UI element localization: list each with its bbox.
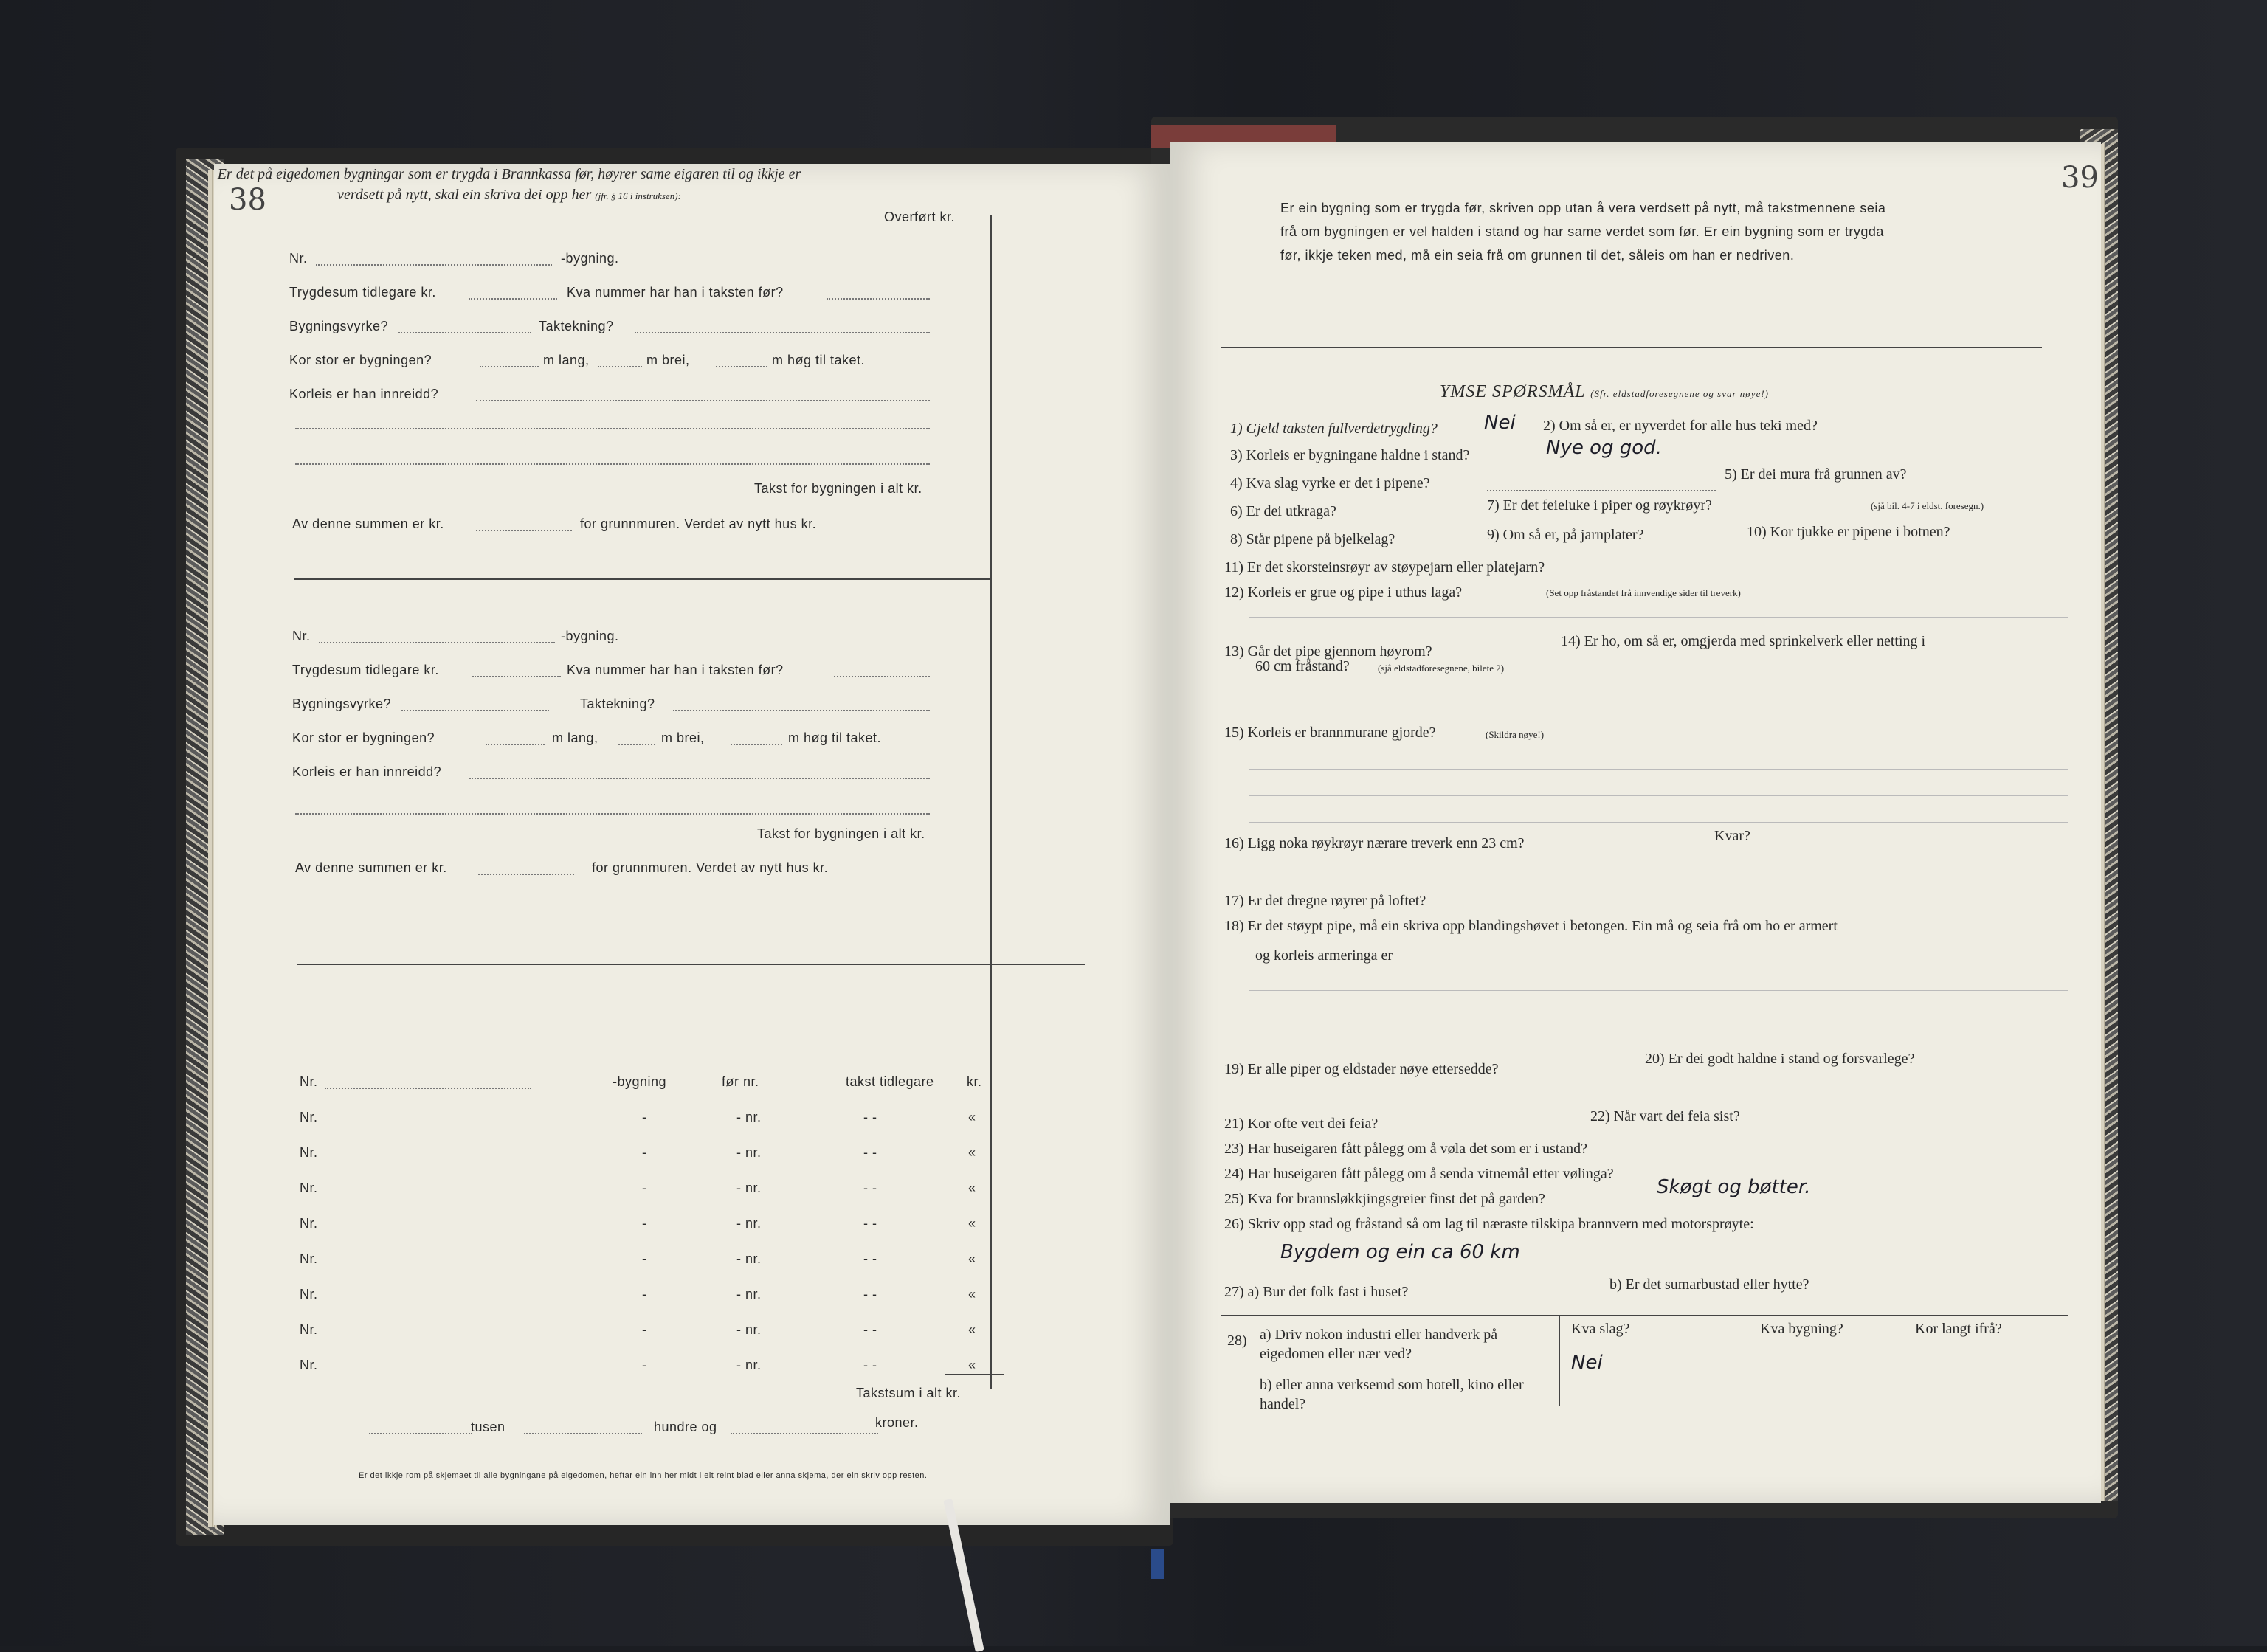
lengde-field[interactable]: [480, 366, 539, 367]
q28-table-top: [1221, 1315, 2068, 1316]
question-14: 14) Er ho, om så er, omgjerda med sprinkelverk eller netting i: [1561, 633, 1926, 649]
row-ditto: «: [968, 1251, 976, 1266]
verdet-label: for grunnmuren. Verdet av nytt hus kr.: [580, 516, 817, 531]
row-dash: -: [642, 1287, 647, 1302]
table-row: [300, 1251, 318, 1267]
answer-28: Nei: [1571, 1352, 1603, 1374]
m-hog-label: m høg til taket.: [772, 353, 866, 367]
m-lang-label: m lang,: [543, 353, 590, 367]
table-row: [300, 1216, 318, 1231]
row-for-nr: - nr.: [736, 1322, 762, 1337]
question-18b: og korleis armeringa er: [1255, 947, 1393, 964]
row-ditto: «: [968, 1358, 976, 1372]
instruction-ref: (jfr. § 16 i instruksen):: [595, 190, 681, 201]
intro-line-3: før, ikkje teken med, må ein seia frå om grunnen til det, såleis om han er nedriven.: [1280, 248, 1795, 263]
m-hog-label: m høg til taket.: [788, 730, 882, 745]
korleis-field-3[interactable]: [295, 463, 930, 465]
bygningsvyrke-label: Bygningsvyrke?: [292, 697, 392, 711]
m-brei-label: m brei,: [661, 730, 705, 745]
block-divider-2: [297, 964, 1085, 965]
table-row: [300, 1358, 318, 1373]
question-16-kvar: Kvar?: [1714, 828, 1750, 844]
m-brei-label: m brei,: [646, 353, 690, 367]
nr-label: Nr.: [292, 629, 311, 643]
page-number: 38: [229, 183, 266, 217]
row-dash: -: [642, 1216, 647, 1231]
tusen-field[interactable]: [369, 1433, 472, 1434]
note-12: (Set opp fråstandet frå innvendige sider til treverk): [1546, 587, 1741, 598]
question-4: 4) Kva slag vyrke er det i pipene?: [1230, 475, 1430, 491]
row-dash2: - -: [863, 1216, 877, 1231]
row-dash2: - -: [863, 1251, 877, 1266]
section-divider: [1221, 347, 2042, 348]
row-dash: -: [642, 1145, 647, 1160]
m-lang-label: m lang,: [552, 730, 598, 745]
row-nr: Nr.: [300, 1145, 318, 1160]
note-15: (Skildra nøye!): [1486, 729, 1545, 740]
tusen-label: tusen: [471, 1420, 505, 1434]
table-row: [300, 1322, 318, 1338]
question-7: 7) Er det feieluke i piper og røykrøyr?: [1487, 497, 1712, 514]
column-kor-langt: Kor langt ifrå?: [1915, 1321, 2002, 1337]
question-10: 10) Kor tjukke er pipene i botnen?: [1747, 524, 1950, 540]
question-2: 2) Om så er, er nyverdet for alle hus teki med?: [1543, 418, 1818, 434]
question-19: 19) Er alle piper og eldstader nøye ettersedde?: [1224, 1061, 1499, 1077]
takst-label: Takst for bygningen i alt kr.: [754, 481, 922, 496]
breidd-field[interactable]: [618, 744, 655, 745]
hundre-field[interactable]: [524, 1433, 642, 1434]
question-28b: b) eller anna verksemd som hotell, kino eller handel?: [1260, 1377, 1524, 1412]
trygdesum-label: Trygdesum tidlegare kr.: [292, 663, 439, 677]
row-dash2: - -: [863, 1110, 877, 1124]
row-dash: -: [642, 1251, 647, 1266]
row-ditto: «: [968, 1287, 976, 1302]
question-14b: 60 cm fråstand?: [1255, 658, 1350, 674]
question-21: 21) Kor ofte vert dei feia?: [1224, 1116, 1379, 1132]
question-26: 26) Skriv opp stad og fråstand så om lag til næraste tilskipa brannvern med motorsprøyte:: [1224, 1216, 1754, 1232]
question-6: 6) Er dei utkraga?: [1230, 503, 1336, 519]
row-dash: -: [642, 1110, 647, 1124]
question-1: 1) Gjeld taksten fullverdetrygding?: [1230, 421, 1438, 437]
overfort-label: Overført kr.: [884, 210, 955, 224]
question-8: 8) Står pipene på bjelkelag?: [1230, 531, 1395, 547]
bygningsvyrke-field[interactable]: [401, 710, 549, 711]
question-23: 23) Har huseigaren fått pålegg om å vøla det som er i ustand?: [1224, 1141, 1588, 1157]
table-row: [300, 1181, 318, 1196]
left-page: [214, 164, 1170, 1525]
instruction-text: [214, 164, 804, 207]
av-denne-label: Av denne summen er kr.: [295, 860, 447, 875]
trygdesum-field[interactable]: [472, 676, 561, 677]
row-dash: -: [642, 1181, 647, 1195]
row-for-nr: - nr.: [736, 1358, 762, 1372]
question-16: 16) Ligg noka røykrøyr nærare treverk enn 23 cm?: [1224, 835, 1525, 851]
question-11: 11) Er det skorsteinsrøyr av støypejarn eller platejarn?: [1224, 559, 1545, 576]
page-number: 39: [2061, 161, 2099, 195]
answer-25: Skøgt og bøtter.: [1657, 1176, 1811, 1198]
question-24: 24) Har huseigaren fått pålegg om å senda vitnemål etter vølinga?: [1224, 1166, 1614, 1182]
bygning-label: -bygning.: [561, 251, 619, 266]
blue-tab: [1151, 1549, 1164, 1579]
korleis-label: Korleis er han innreidd?: [292, 764, 442, 779]
bygning-label: -bygning.: [561, 629, 619, 643]
taktekning-label: Taktekning?: [539, 319, 614, 333]
question-5: 5) Er dei mura frå grunnen av?: [1725, 466, 1907, 483]
korleis-field[interactable]: [469, 778, 930, 779]
korleis-field[interactable]: [476, 400, 930, 401]
nr-field[interactable]: [316, 264, 552, 266]
kor-stor-label: Kor stor er bygningen?: [292, 730, 435, 745]
question-28-number: 28): [1227, 1333, 1247, 1349]
row-nr: Nr.: [300, 1322, 318, 1337]
header-kr: kr.: [967, 1074, 982, 1089]
row-for-nr: - nr.: [736, 1181, 762, 1195]
kva-nummer-field[interactable]: [827, 298, 930, 300]
breidd-field[interactable]: [598, 366, 642, 367]
av-denne-label: Av denne summen er kr.: [292, 516, 444, 531]
row-nr: Nr.: [300, 1287, 318, 1302]
question-25: 25) Kva for brannsløkkjingsgreier finst det på garden?: [1224, 1191, 1545, 1207]
kva-nummer-label: Kva nummer har han i taksten før?: [567, 663, 784, 677]
intro-line-2: frå om bygningen er vel halden i stand og har same verdet som før. Er ein bygning som er trygda: [1280, 224, 1884, 239]
korleis-label: Korleis er han innreidd?: [289, 387, 439, 401]
row-nr: Nr.: [300, 1181, 318, 1195]
q28-col-divider-1: [1559, 1315, 1560, 1406]
section-heading: [1440, 382, 1769, 402]
takst-label: Takst for bygningen i alt kr.: [757, 826, 925, 841]
answer-15-line-1: [1249, 769, 2068, 770]
answer-1: Nei: [1484, 412, 1516, 434]
takstsum-label: Takstsum i alt kr.: [856, 1386, 962, 1400]
hogd-field[interactable]: [731, 744, 782, 745]
question-13: 13) Går det pipe gjennom høyrom?: [1224, 643, 1432, 660]
row-for-nr: - nr.: [736, 1110, 762, 1124]
row-ditto: «: [968, 1145, 976, 1160]
row-for-nr: - nr.: [736, 1216, 762, 1231]
grunnmur-field[interactable]: [476, 530, 572, 531]
answer-26: Bygdem og ein ca 60 km: [1280, 1241, 1520, 1263]
row-for-nr: - nr.: [736, 1251, 762, 1266]
question-27b: b) Er det sumarbustad eller hytte?: [1609, 1276, 1809, 1293]
kva-nummer-label: Kva nummer har han i taksten før?: [567, 285, 784, 300]
kroner-field[interactable]: [731, 1433, 878, 1434]
table-row: [300, 1110, 318, 1125]
header-for-nr: før nr.: [722, 1074, 759, 1089]
row-for-nr: - nr.: [736, 1145, 762, 1160]
question-12: 12) Korleis er grue og pipe i uthus laga?: [1224, 584, 1463, 601]
answer-15-line-2: [1249, 795, 2068, 796]
nr-label: Nr.: [289, 251, 308, 266]
column-kva-slag: Kva slag?: [1571, 1321, 1630, 1337]
taktekning-field[interactable]: [635, 332, 930, 333]
bygningsvyrke-label: Bygningsvyrke?: [289, 319, 389, 333]
section-title: YMSE SPØRSMÅL: [1440, 382, 1586, 401]
column-kva-bygning: Kva bygning?: [1760, 1321, 1843, 1337]
kva-nummer-field[interactable]: [834, 676, 930, 677]
question-20: 20) Er dei godt haldne i stand og forsvarlege?: [1645, 1051, 1915, 1067]
korleis-field-2[interactable]: [295, 428, 930, 429]
block-divider-1: [294, 578, 992, 580]
row-dash2: - -: [863, 1358, 877, 1372]
nr-field[interactable]: [319, 642, 555, 643]
question-22: 22) Når vart dei feia sist?: [1590, 1108, 1740, 1124]
answer-3: Nye og god.: [1546, 437, 1662, 459]
row-nr: Nr.: [300, 1251, 318, 1266]
note-7: (sjå bil. 4-7 i eldst. foresegn.): [1871, 500, 1984, 511]
question-9: 9) Om så er, på jarnplater?: [1487, 527, 1644, 543]
answer-18-line-1: [1249, 990, 2068, 991]
question-15: 15) Korleis er brannmurane gjorde?: [1224, 725, 1436, 741]
verdet-label: for grunnmuren. Verdet av nytt hus kr.: [592, 860, 829, 875]
section-subtitle: (Sfr. eldstadforesegnene og svar nøye!): [1590, 388, 1769, 399]
header-takst: takst tidlegare: [846, 1074, 934, 1089]
row-dash2: - -: [863, 1322, 877, 1337]
instruction-main: Er det på eigedomen bygningar som er trygda i Brannkassa før, høyrer same eigaren til og ikkje er verdsett på nytt, skal ein skriva dei opp her: [217, 166, 801, 203]
grunnmur-field[interactable]: [478, 874, 574, 875]
answer-12-line: [1249, 617, 2068, 618]
row-dash2: - -: [863, 1145, 877, 1160]
row-nr: Nr.: [300, 1110, 318, 1124]
footnote: Er det ikkje rom på skjemaet til alle bygningane på eigedomen, heftar ein inn her midt i eit reint blad eller anna skjema, der ein skriv opp resten.: [359, 1471, 928, 1480]
bygningsvyrke-field[interactable]: [398, 332, 531, 333]
row-for-nr: - nr.: [736, 1287, 762, 1302]
row-dash: -: [642, 1322, 647, 1337]
amount-column-divider: [990, 215, 992, 1389]
table-row: [300, 1287, 318, 1302]
note-14: (sjå eldstadforesegnene, bilete 2): [1378, 663, 1505, 674]
row-dash2: - -: [863, 1181, 877, 1195]
hundre-label: hundre og: [654, 1420, 717, 1434]
row-ditto: «: [968, 1110, 976, 1124]
kor-stor-label: Kor stor er bygningen?: [289, 353, 432, 367]
question-18: 18) Er det støypt pipe, må ein skriva opp blandingshøvet i betongen. Ein må og seia frå om ho er armert: [1224, 918, 1838, 934]
answer-4-field[interactable]: [1487, 490, 1716, 491]
right-page: [1170, 142, 2101, 1503]
header-nr-field[interactable]: [325, 1088, 531, 1089]
question-27a: 27) a) Bur det folk fast i huset?: [1224, 1284, 1409, 1300]
taktekning-field[interactable]: [673, 710, 930, 711]
takstsum-rule: [945, 1374, 1004, 1375]
question-3: 3) Korleis er bygningane haldne i stand?: [1230, 447, 1470, 463]
lengde-field[interactable]: [486, 744, 545, 745]
korleis-field-2[interactable]: [295, 813, 930, 815]
kroner-label: kroner.: [875, 1415, 919, 1430]
row-ditto: «: [968, 1181, 976, 1195]
question-17: 17) Er det dregne røyrer på loftet?: [1224, 893, 1426, 909]
table-row: [300, 1145, 318, 1161]
row-ditto: «: [968, 1322, 976, 1337]
row-dash2: - -: [863, 1287, 877, 1302]
row-ditto: «: [968, 1216, 976, 1231]
question-28a: a) Driv nokon industri eller handverk på eigedomen eller nær ved?: [1260, 1327, 1498, 1362]
row-nr: Nr.: [300, 1216, 318, 1231]
intro-line-1: Er ein bygning som er trygda før, skriven opp utan å vera verdsett på nytt, må takstmennene seia: [1280, 201, 1886, 215]
header-nr: Nr.: [300, 1074, 318, 1089]
hogd-field[interactable]: [716, 366, 767, 367]
trygdesum-field[interactable]: [469, 298, 557, 300]
header-bygning: -bygning: [613, 1074, 667, 1089]
answer-15-line-3: [1249, 822, 2068, 823]
taktekning-label: Taktekning?: [580, 697, 655, 711]
row-dash: -: [642, 1358, 647, 1372]
row-nr: Nr.: [300, 1358, 318, 1372]
trygdesum-label: Trygdesum tidlegare kr.: [289, 285, 436, 300]
